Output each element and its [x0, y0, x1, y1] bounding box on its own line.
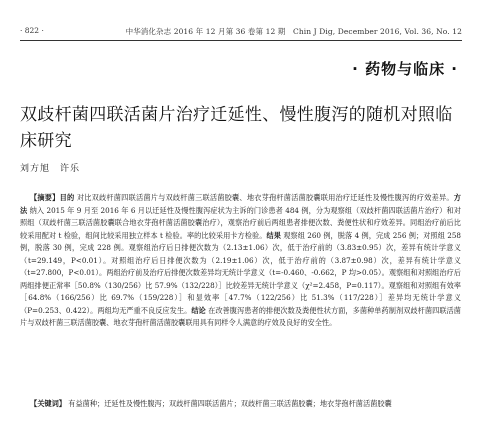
- results-tag: 结果: [266, 230, 281, 240]
- keywords-paragraph: [20, 398, 460, 411]
- conclusion-text: 在改善腹泻患者的排便次数及粪便性状方面，多菌种单药制剂双歧杆菌四联活菌片与双歧杆菌三联活菌胶囊、地衣芽孢杆菌活菌胶囊联用具有同样令人满意的疗效及良好的安全性。: [20, 305, 461, 328]
- abstract-label: 【摘要】: [30, 193, 60, 203]
- journal-citation: 中华消化杂志 2016 年 12 月第 36 卷第 12 期 Chin J Dig, December 2016, Vol. 36, No. 12: [125, 27, 462, 36]
- section-label: · 药物与临床 ·: [352, 60, 458, 78]
- objective-tag: 目的: [59, 193, 75, 203]
- keywords-label: 【关键词】: [30, 399, 66, 409]
- objective-text: 对比双歧杆菌四联活菌片与双歧杆菌三联活菌胶囊、地衣芽孢杆菌活菌胶囊联用治疗迁延性及慢性腹泻的疗效差异。: [76, 193, 454, 203]
- conclusion-tag: 结论: [191, 305, 206, 315]
- article-title: 双歧杆菌四联活菌片治疗迁延性、慢性腹泻的随机对照临床研究: [20, 105, 453, 152]
- methods-text: 纳入 2015 年 9 月至 2016 年 6 月以迁延性及慢性腹泻症状为主诉的门诊患者 484 例，分为观察组（双歧杆菌四联活菌片治疗）和对照组（双歧杆菌三联活菌胶囊联合地衣芽孢杆菌活菌胶囊治疗），观察治疗前后两组患者排便次数、粪便性状和疗效差异。同组治疗前后比较采用配对 t 检验，组间比较采用独立样本 t 检验。率的比较采用卡方检验。: [20, 205, 461, 240]
- methods-tag: 方法: [20, 193, 461, 215]
- author-list: 刘方旭 许乐: [20, 164, 81, 174]
- page-number: · 822 ·: [20, 26, 44, 35]
- keywords-text: 有益菌种；迁延性及慢性腹泻；双歧杆菌四联活菌片；双歧杆菌三联活菌胶囊；地衣芽孢杆菌活菌胶囊: [68, 399, 392, 409]
- abstract-paragraph: [20, 192, 461, 330]
- header-rule: [20, 40, 462, 41]
- results-text: 观察组 260 例，脱落 4 例，完成 256 例；对照组 258 例，脱落 30 例，完成 228 例。观察组治疗后日排便次数为（2.13±1.06）次，低于治疗前的（3.83±0.95）次，差异有统计学意义（t=29.149，P<0.01）。对照组治疗后日排便次数为（2.19±1.06）次，低于治疗前的（3.87±0.98）次，差异有统计学意义（t=27.800，P<0.01）。两组治疗前及治疗后排便次数差异均无统计学意义（t=-0.460、-0.662，P 均>0.05）。观察组和对照组治疗后两组排便正常率［50.8%（130/256）比 57.9%（132/228）］比较差异无统计学意义（χ²=2.458，P=0.117）。观察组和对照组有效率［64.8%（166/256）比 69.7%（159/228）］和显效率［47.7%（122/256）比 51.3%（117/228）］差异均无统计学意义（P=0.253、0.422）。两组均无严重不良反应发生。: [20, 230, 461, 315]
- running-header: [20, 26, 462, 40]
